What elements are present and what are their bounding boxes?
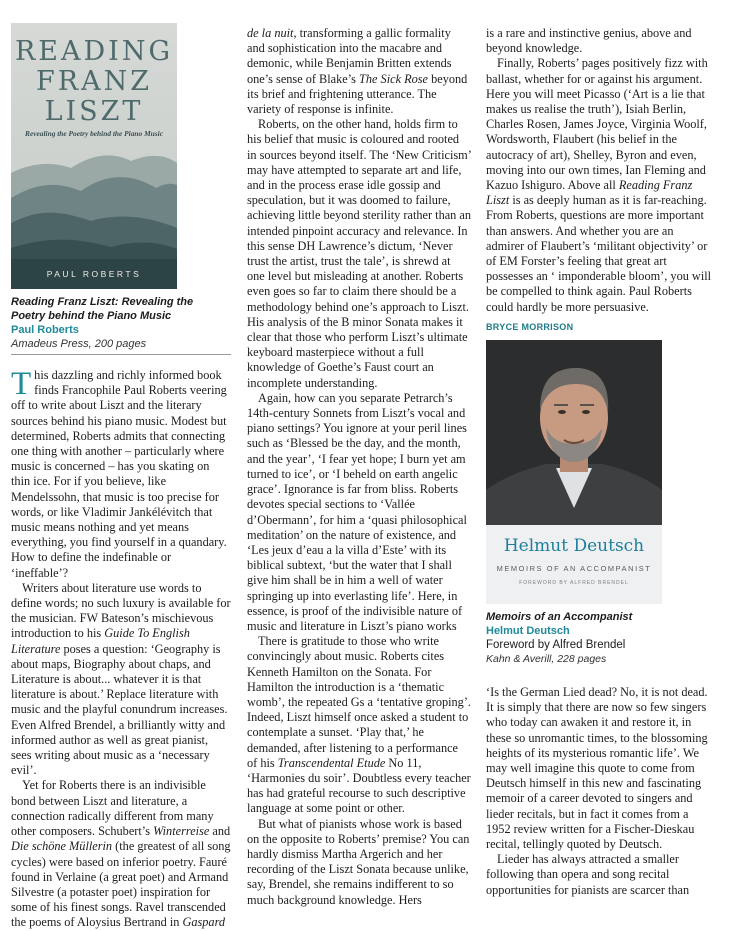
- book1-author: Paul Roberts: [11, 324, 79, 336]
- book2-title: Memoirs of an Accompanist: [486, 611, 633, 623]
- work-title-ref: Die schöne Müllerin: [11, 839, 113, 854]
- book1-title: Reading Franz Liszt: Revealing the Poetry behind the Piano Music: [11, 296, 194, 322]
- book1-caption: [11, 295, 201, 351]
- book-title-ref: Guide To English Literature: [11, 626, 190, 656]
- book2-author: Helmut Deutsch: [486, 625, 570, 637]
- work-title-ref: de la nuit: [247, 26, 294, 40]
- paragraph-text: Yet for Roberts there is an indivisible bond between Liszt and literature, a connection radically different from many other composers. Schubert’s: [11, 778, 214, 839]
- review1-paragraph-1: [11, 368, 231, 581]
- paragraph-text: , transforming a gallic formality and sophistication into the macabre and demonic, while Benjamin Britten extends one’s sense of Blake’s: [247, 26, 452, 86]
- work-title-ref: The Sick Rose: [359, 71, 429, 86]
- review1-paragraph-4: Roberts, on the other hand, holds firm to his belief that music is coloured and rooted in sources beyond itself. The ‘New Criticism’ may have attempted to separate art and life, and in the process erase idle gossip and speculation, but it was doomed to failure, achieving little beyond sterility rather than an intended pinpoint accuracy and relevance. In this sense DH Lawrence’s dictum, ‘Never trust the artist, trust the tale’, is shrewd at one level but misleading at another. Roberts even goes so far to claim there should be a methodology behind one’s approach to Liszt. His analysis of the B minor Sonata makes it clear that those who perform Liszt’s ultimate keyboard masterpiece without a full knowledge of Goethe’s Faust court an incomplete understanding.: [247, 117, 472, 390]
- cover-title-line-1: READING: [14, 36, 174, 67]
- review1-paragraph-7: But what of pianists whose work is based on the opposite to Roberts’ premise? You can hardly dismiss Martha Argerich and her recording of the Liszt Sonata because unlike, say, Brendel, she remains indifferent to so much background knowledge. Hers: [247, 816, 470, 907]
- review2-paragraph-2: Lieder has always attracted a smaller following than opera and song recital opportunities for pianists are scarcer than: [486, 852, 690, 897]
- cover-title-line-2: FRANZ: [36, 66, 152, 97]
- reviewer-byline: BRYCE MORRISON: [486, 321, 574, 332]
- paragraph-text: poses a question: ‘Geography is about maps, Biography about chaps, and Literature is about... whatever it is that literature is about.’ Replace literature with music and the playful conundrum increases. Even Alfred Brendel, a brilliantly witty and informed author as well as great pianist, sees writing about music as a ‘necessary evil’.: [11, 641, 228, 778]
- review1-paragraph-3: [11, 778, 231, 930]
- book2-publisher: Kahn & Averill, 228 pages: [486, 653, 607, 665]
- review1-paragraph-7-cont: is a rare and instinctive genius, above and beyond knowledge.: [486, 26, 692, 56]
- review1-paragraph-3-cont: [247, 26, 471, 117]
- cover2-foreword: FOREWORD BY ALFRED BRENDEL: [519, 580, 629, 586]
- review1-paragraph-8: [486, 56, 712, 314]
- paragraph-text: There is gratitude to those who write convincingly about music. Roberts cites Kenneth Hamilton on the Sonata. For Hamilton the introduction is a ‘thematic womb’, the repeated Gs a ‘tentative groping’. Indeed, Liszt himself once asked a student to contemplate a sunset. ‘Play that,’ he demanded, after listening to a performance of his: [247, 634, 471, 770]
- book1-publisher: Amadeus Press, 200 pages: [11, 338, 147, 350]
- book-cover-memoirs-of-an-accompanist: [486, 340, 662, 604]
- review2-column: [486, 685, 712, 898]
- work-title-ref: Winterreise: [153, 824, 210, 839]
- book2-caption: [486, 610, 676, 666]
- work-title-ref: Gaspard: [182, 915, 226, 930]
- book-cover-reading-franz-liszt: [11, 23, 177, 289]
- cover2-title: Helmut Deutsch: [503, 536, 645, 556]
- review1-paragraph-5: Again, how can you separate Petrarch’s 14th-century Sonnets from Liszt’s vocal and piano settings? You ignore at your peril lines such as ‘Blessed be the day, and the month, and the year’, ‘I fear yet hope; I burn yet am turned to ice’, or ‘I beheld on earth angelic grace’. Ignorance is far from bliss. Roberts devotes special sections to ‘Vallée d’Obermann’, for him a ‘quasi philosophical meditation’ on the nature of existence, and ‘Les jeux d’eau a la villa d’Este’ with its biblical subtext, ‘but the water that I shall give him shall be in him a well of water springing up into everlasting life’. Here, in essence, is proof of the indivisible nature of music and literature in Liszt’s piano works: [247, 390, 467, 633]
- caption-divider: [11, 354, 231, 355]
- review1-paragraph-6: [247, 634, 471, 816]
- paragraph-text: Writers about literature use words to define words; no such luxury is available for the musician. FW Bateson’s mischievous introduction to his: [11, 580, 231, 641]
- cover-subtitle: Revealing the Poetry behind the Piano Music: [25, 129, 163, 138]
- review1-column-3: [486, 26, 712, 335]
- paragraph-text: beyond its brief and frightening utterance. The variety of response is infinite.: [247, 71, 468, 117]
- book2-foreword: Foreword by Alfred Brendel: [486, 639, 626, 651]
- review1-column-1: [11, 368, 231, 931]
- cover2-subtitle: MEMOIRS OF AN ACCOMPANIST: [496, 564, 652, 573]
- review2-paragraph-1: ‘Is the German Lied dead? No, it is not dead. It is simply that there are now so few singers who today can awaken it and restore it, in these so unromantic times, to the blossoming heights of its mysterious romantic life’. We may well imagine this quote to come from Deutsch himself in this new and fascinating memoir of a career devoted to singers and lieder recitals, but in fact it comes from a 1952 review written for a Fischer-Dieskau recital, tellingly quoted by Deutsch.: [486, 685, 708, 852]
- paragraph-text: is as deeply human as it is far-reaching. From Roberts, questions are more important than answers. And whether you are an admirer of Flaubert’s ‘militant objectivity’ or of EM Forster’s feeling that great art possesses an ‘ imponderable bloom’, you will be compelled to think again. Paul Roberts could hardly be more persuasive.: [486, 193, 712, 314]
- paragraph-text: and: [209, 824, 231, 839]
- paragraph-text: his dazzling and richly informed book finds Francophile Paul Roberts veering off to write about Liszt and the literary sources behind his piano music. Modest but determined, Roberts admits that connecting one thing with another – particularly where music is concerned – has you skating on thin ice. For if you believe, like Mendelssohn, that music is too precise for words, or like Vladimir Jankélévitch that music means nothing and yet means everything, you find yourself in a quandary. How to define the indefinable or ‘ineffable’?: [11, 368, 227, 580]
- book-title-ref: Reading Franz Liszt: [486, 178, 693, 208]
- review1-paragraph-2: [11, 581, 231, 779]
- work-title-ref: Transcendental Etude: [277, 755, 386, 770]
- paragraph-text: Finally, Roberts’ pages positively fizz with ballast, whether for or against his argument. Here you will meet Picasso (‘Art is a lie that makes us realise the truth’), Isiah Berlin, Charles Rosen, James Joyce, Virginia Woolf, Wordsworth, Flaubert (his belief in the autocracy of art), Shelley, Byron and even, moving into our own times, Ian Fleming and Kazuo Ishiguro. Above all: [486, 56, 708, 193]
- cover-title-line-3: LISZT: [44, 96, 144, 127]
- paragraph-text: No 11, ‘Harmonies du soir’. Doubtless every teacher has had grateful recourse to such descriptive language at some point or other.: [247, 755, 471, 816]
- review1-column-2: [247, 26, 471, 908]
- cover-author: PAUL ROBERTS: [46, 269, 142, 279]
- paragraph-text: (the greatest of all song cycles) were based on inferior poetry. Fauré found in Verlaine (a great poet) and Armand Silvestre (a potaster poet) inspiration for some of his finest songs. Ravel transcended the poems of Aloysius Bertrand in: [11, 839, 231, 930]
- drop-cap: T: [11, 366, 32, 402]
